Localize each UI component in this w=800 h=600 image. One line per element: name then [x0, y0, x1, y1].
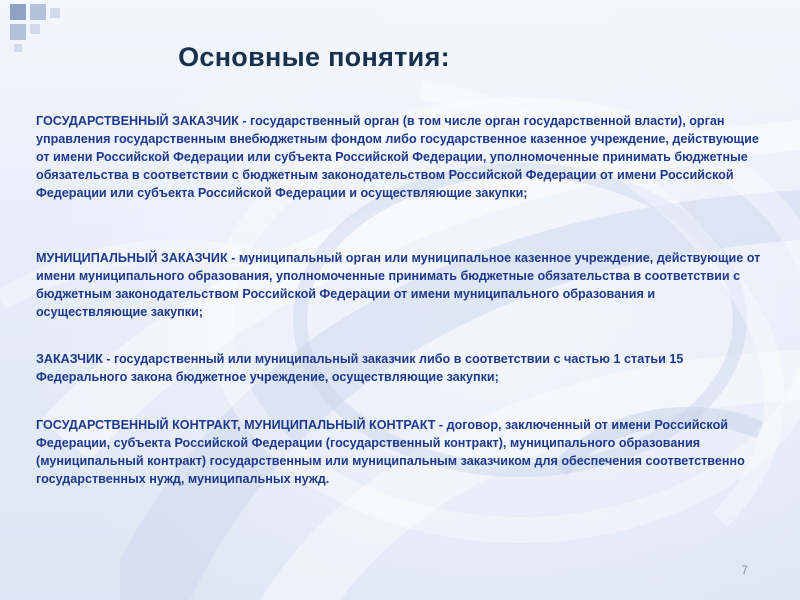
- definition-state-customer: ГОСУДАРСТВЕННЫЙ ЗАКАЗЧИК - государственный орган (в том числе орган государственной власти), орган управления государственным внебюджетным фондом либо государственное казенное учреждение, действующие от имени Российской Федерации или субъекта Российской Федерации, уполномоченные принимать бюджетные обязательства в соответствии с бюджетным законодательством Российской Федерации от имени Российской Федерации или субъекта Российской Федерации и осуществляющие закупки;: [36, 114, 759, 200]
- slide-title: Основные понятия:: [178, 42, 450, 72]
- page-number: 7: [741, 563, 748, 577]
- definition-contract: ГОСУДАРСТВЕННЫЙ КОНТРАКТ, МУНИЦИПАЛЬНЫЙ КОНТРАКТ - договор, заключенный от имени Российской Федерации, субъекта Российской Федерации (государственный контракт), муниципального образования (муниципальный контракт) государственным или муниципальным заказчиком для обеспечения соответственно государственных нужд, муниципальных нужд.: [36, 418, 745, 486]
- definition-customer: ЗАКАЗЧИК - государственный или муниципальный заказчик либо в соответствии с частью 1 статьи 15 Федерального закона бюджетное учреждение, осуществляющие закупки;: [36, 352, 684, 384]
- definition-municipal-customer: МУНИЦИПАЛЬНЫЙ ЗАКАЗЧИК - муниципальный орган или муниципальное казенное учреждение, действующие от имени муниципального образования, уполномоченные принимать бюджетные обязательства в соответствии с бюджетным законодательством Российской Федерации от имени муниципального образования и осуществляющие закупки;: [36, 251, 761, 319]
